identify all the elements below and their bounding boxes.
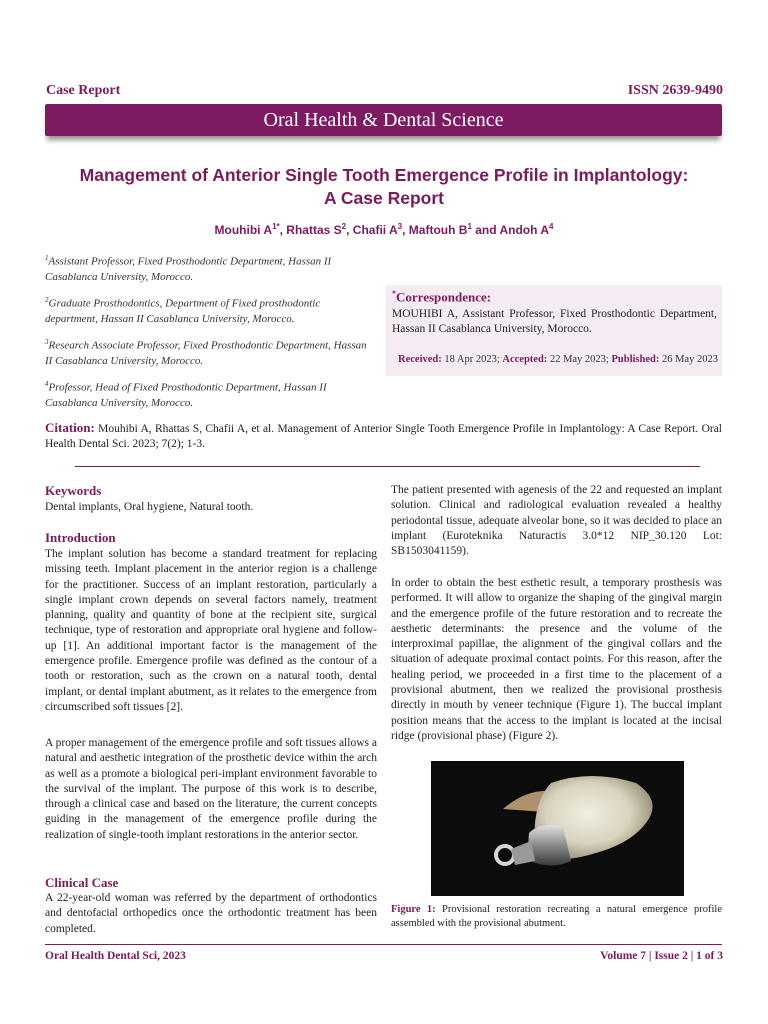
affiliation-text: Professor, Head of Fixed Prosthodontic Department, Hassan II Casablanca University, Morocco. (45, 381, 327, 409)
figure-label: Figure 1: (391, 904, 436, 915)
affiliation-3 (45, 335, 375, 369)
keywords-text: Dental implants, Oral hygiene, Natural tooth. (45, 501, 254, 513)
affiliation-text: Assistant Professor, Fixed Prosthodontic Department, Hassan II Casablanca University, Morocco. (45, 255, 332, 283)
author-sup: 3 (397, 222, 403, 231)
article-type: Case Report (46, 83, 121, 98)
introduction-paragraph-1: The implant solution has become a standard treatment for replacing missing teeth. Implant placement in the anterior region is a challenge for the practitioner. Success of an implant restoration, particularly a single implant crown depends on several factors namely, treatment planning, quality and quantity of bone at the recipient site, surgical technique, type of restoration and appropriate oral hygiene and follow-up [1]. An additional important factor is the management of the emergence profile. Emergence profile was defined as the contour of a tooth or restoration, such as the crown on a natural tooth, dental implant, or dental implant abutment, as it relates to the emergence from circumscribed soft tissues [2]. (45, 548, 377, 713)
affiliation-4 (45, 377, 375, 411)
affiliation-number: 4 (45, 380, 49, 388)
title-line-1: Management of Anterior Single Tooth Emergence Profile in Implantology: (79, 165, 689, 185)
received-label: Received: (398, 354, 442, 365)
introduction-paragraph-2: A proper management of the emergence profile and soft tissues allows a natural and aesthetic integration of the prosthetic device within the arch as well as a promote a biological peri-implant environment favorable to the survival of the implant. The purpose of this work is to describe, through a clinical case and based on the literature, the current concepts guiding in the management of the emergence profile during the realization of single-tooth implant restorations in the anterior sector. (45, 737, 377, 841)
tooth-restoration-image (431, 761, 684, 896)
introduction-heading: Introduction (45, 530, 116, 545)
keywords-heading: Keywords (45, 483, 102, 498)
accepted-label: Accepted: (502, 354, 548, 365)
issn: ISSN 2639-9490 (627, 83, 723, 98)
journal-banner: Oral Health & Dental Science (45, 104, 722, 136)
affiliation-2 (45, 293, 375, 327)
citation-text: Mouhibi A, Rhattas S, Chafii A, et al. Management of Anterior Single Tooth Emergence Profile in Implantology: A Case Report. Oral Health Dental Sci. 2023; 7(2); 1-3. (45, 423, 723, 450)
separator: , (402, 223, 409, 237)
separator: , (279, 223, 287, 237)
author-sup: 1* (272, 222, 280, 231)
separator: and (471, 223, 500, 237)
title-line-2: A Case Report (324, 188, 444, 208)
footer-page-info: Volume 7 | Issue 2 | 1 of 3 (600, 950, 723, 962)
correspondence-label: Correspondence: (396, 289, 492, 305)
figure-caption-text: Provisional restoration recreating a natural emergence profile assembled with the provisional abutment. (391, 904, 722, 929)
affiliation-number: 2 (45, 296, 49, 304)
separator: , (346, 223, 353, 237)
article-title (40, 164, 728, 210)
published-date: 26 May 2023 (661, 354, 718, 365)
author-sup: 1 (467, 222, 472, 231)
correspondence-marker: * (392, 289, 396, 298)
affiliation-1 (45, 251, 375, 285)
affiliation-number: 1 (45, 254, 49, 262)
figure-1-caption (391, 903, 722, 931)
accepted-date: 22 May 2023; (549, 354, 609, 365)
clinical-case-heading: Clinical Case (45, 875, 119, 890)
author-sup: 4 (549, 222, 554, 231)
footer-rule (45, 944, 722, 945)
affiliation-text: Research Associate Professor, Fixed Prosthodontic Department, Hassan II Casablanca University, Morocco. (45, 339, 367, 367)
received-date: 18 Apr 2023; (444, 354, 500, 365)
right-paragraph-2: In order to obtain the best esthetic result, a temporary prosthesis was performed. It will allow to organize the shaping of the gingival margin and the emergence profile of the future restoration and to recreate the aesthetic determinants: the presence and the volume of the interproximal papillae, the alignment of the gingival collars and the situation of adequate proximal contact points. For this reason, after the healing period, we proceeded in a first time to the placement of a provisional abutment, then we realized the provisional prosthesis directly in mouth by veneer technique (Figure 1). The buccal implant position means that the access to the implant is located at the incisal ridge (provisional phase) (Figure 2). (391, 577, 722, 742)
affiliation-number: 3 (45, 338, 49, 346)
author-sup: 2 (341, 222, 347, 231)
citation-label: Citation: (45, 420, 95, 435)
publication-dates (398, 354, 718, 365)
clinical-case-paragraph: A 22-year-old woman was referred by the department of orthodontics and dentofacial orthopedics once the orthodontic treatment has been completed. (45, 892, 377, 935)
correspondence-text: MOUHIBI A, Assistant Professor, Fixed Prosthodontic Department, Hassan II Casablanca University, Morocco. (392, 308, 717, 335)
author: Andoh A (499, 223, 550, 237)
author: Maftouh B (408, 223, 468, 237)
affiliation-text: Graduate Prosthodontics, Department of Fixed prosthodontic department, Hassan II Casablanca University, Morocco. (45, 297, 321, 325)
author: Rhattas S (286, 223, 342, 237)
divider (75, 466, 700, 467)
author-list (40, 222, 728, 237)
correspondence-heading (392, 289, 491, 305)
published-label: Published: (611, 354, 660, 365)
right-paragraph-1: The patient presented with agenesis of the 22 and requested an implant solution. Clinical and radiological evaluation revealed a healthy periodontal tissue, adequate alveolar bone, so it was decided to place an implant (Euroteknika Naturactis 3.0*12 NIP_30.120 Lot: SB1503041159). (391, 484, 722, 558)
author: Mouhibi A (214, 223, 273, 237)
citation (45, 420, 722, 452)
author: Chafii A (352, 223, 398, 237)
footer-journal: Oral Health Dental Sci, 2023 (45, 950, 186, 962)
figure-1-photo (431, 761, 684, 896)
